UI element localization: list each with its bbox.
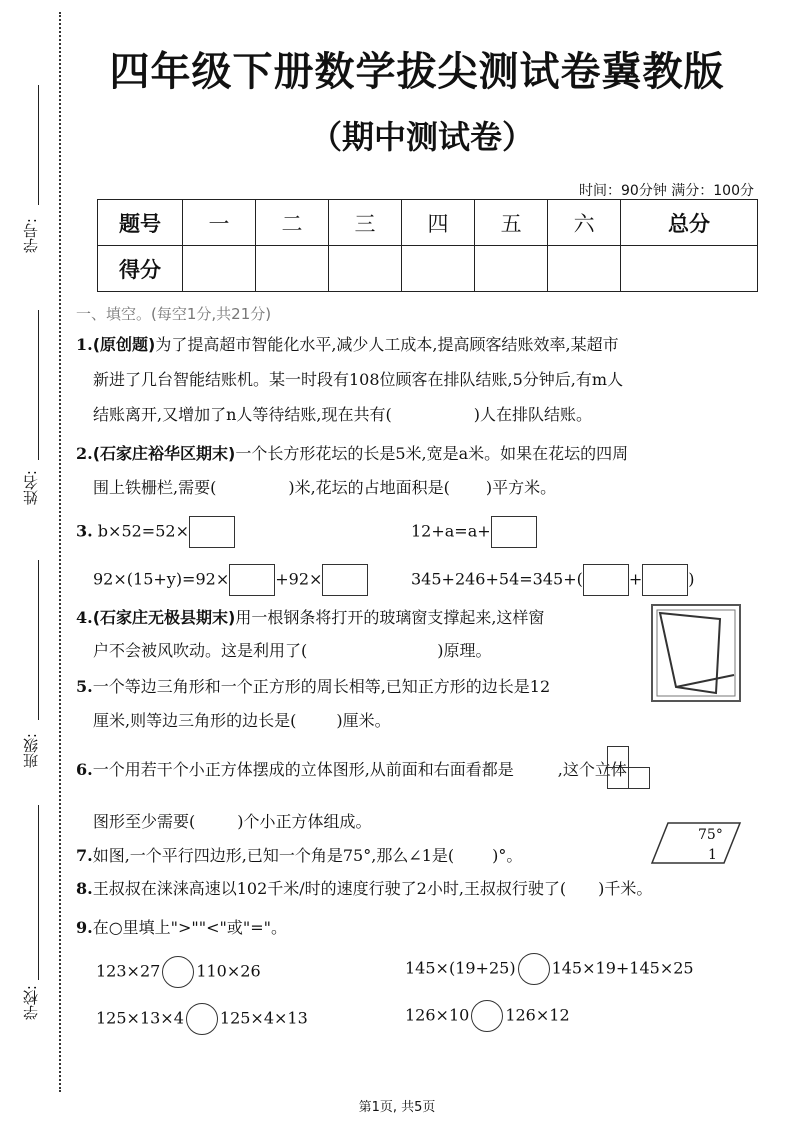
question-5-line1 [76,676,550,698]
question-number: 9. [76,918,93,937]
answer-box[interactable] [642,564,688,596]
table-row-label: 题号 [98,200,183,246]
compare-circle[interactable] [162,956,194,988]
question-source: (原创题) [92,335,156,354]
question-number: 3. [76,521,93,541]
question-text: 一个长方形花坛的长是5米,宽是a米。如果在花坛的四周 [235,444,629,463]
question-text: )原理。 [437,641,492,660]
view-square-bottom-right [628,767,650,789]
compare-row-d [405,1000,570,1032]
time-info: 时间：90分钟 满分：100分 [579,183,754,199]
question-text: 在○里填上">""<"或"="。 [92,918,288,937]
question-6-line2 [93,811,372,833]
class-line [38,560,39,720]
table-cell: 二 [256,200,329,246]
expression-left: 126×10 [405,1005,470,1025]
answer-box[interactable] [322,564,368,596]
school-line [38,805,39,980]
angle-1-label: 1 [708,847,717,863]
table-cell: 一 [183,200,256,246]
question-1-line3 [93,404,592,426]
question-text: 结账离开,又增加了n人等待结账,现在共有( [93,405,392,424]
question-text: 厘米,则等边三角形的边长是( [93,711,297,730]
equation-text: 12+a=a+ [411,521,491,541]
question-text: )厘米。 [336,711,391,730]
name-line [38,310,39,460]
parallelogram-figure [648,819,744,867]
page-title: 四年级下册数学拔尖测试卷冀教版 [109,49,725,95]
question-4-line1 [76,607,544,629]
expression-left: 123×27 [96,961,161,981]
question-source: (石家庄裕华区期末) [92,444,236,463]
compare-row-c [96,1003,308,1035]
question-text: )平方米。 [485,478,557,497]
equation-text: 345+246+54=345+( [411,569,583,589]
student-id-label: 学号: [22,218,40,254]
question-5-line2 [93,710,391,732]
answer-box[interactable] [583,564,629,596]
question-number: 2. [76,444,93,463]
table-cell: 六 [548,200,621,246]
question-text: 新进了几台智能结账机。某一时段有108位顾客在排队结账,5分钟后,有m人 [93,370,624,389]
equation-text: + [628,569,643,589]
question-text: 一个用若干个小正方体摆成的立体图形,从前面和右面看都是 [92,760,514,779]
question-text: 如图,一个平行四边形,已知一个角是75°,那么∠1是( [92,846,455,865]
expression-left: 125×13×4 [96,1008,184,1028]
expression-right: 110×26 [196,961,261,981]
table-cell: 四 [402,200,475,246]
section-heading: 一、填空。(每空1分,共21分) [76,305,272,323]
expression-right: 125×4×13 [219,1008,308,1028]
score-cell[interactable] [402,246,475,292]
question-text: 为了提高超市智能化水平,减少人工成本,提高顾客结账效率,某超市 [155,335,619,354]
question-text: 一个等边三角形和一个正方形的周长相等,已知正方形的边长是12 [92,677,551,696]
question-text: 图形至少需要( [93,812,196,831]
score-cell[interactable] [183,246,256,292]
question-4-line2 [93,640,492,662]
view-square-bottom-left [607,767,629,789]
question-2-line2 [93,477,556,499]
question-number: 4. [76,608,93,627]
class-label: 班级: [22,733,40,769]
question-text: 王叔叔在涞涞高速以102千米/时的速度行驶了2小时,王叔叔行驶了( [92,879,567,898]
equation-text: ) [688,569,695,589]
question-3a [76,516,235,548]
score-cell[interactable] [548,246,621,292]
score-cell[interactable] [475,246,548,292]
question-text: )个小正方体组成。 [237,812,372,831]
question-text: )人在排队结账。 [473,405,592,424]
equation-text: b×52=52× [97,521,189,541]
answer-box[interactable] [491,516,537,548]
question-7 [76,845,522,867]
question-number: 8. [76,879,93,898]
expression-right: 145×19+145×25 [551,958,694,978]
table-cell: 五 [475,200,548,246]
question-text: 用一根钢条将打开的玻璃窗支撑起来,这样窗 [235,608,545,627]
compare-row-b [405,953,694,985]
question-number: 1. [76,335,93,354]
question-number: 6. [76,760,93,779]
score-cell[interactable] [621,246,758,292]
score-cell[interactable] [256,246,329,292]
question-text: )米,花坛的占地面积是( [288,478,450,497]
compare-circle[interactable] [186,1003,218,1035]
question-3d [411,564,695,596]
question-9 [76,917,287,939]
question-source: (石家庄无极县期末) [92,608,236,627]
table-cell: 三 [329,200,402,246]
question-number: 7. [76,846,93,865]
score-table [97,199,758,292]
question-text: )°。 [492,846,523,865]
question-text: ,这个立体 [557,760,627,779]
name-label: 姓名: [22,470,40,506]
equation-text: +92× [275,569,323,589]
page-subtitle: （期中测试卷） [309,118,534,156]
question-1-line1 [76,334,619,356]
compare-circle[interactable] [518,953,550,985]
expression-right: 126×12 [505,1005,570,1025]
table-cell: 总分 [621,200,758,246]
equation-text: 92×(15+y)=92× [93,569,230,589]
binding-dotted-line [59,12,61,1092]
view-square-top [607,746,629,768]
question-text: )千米。 [598,879,653,898]
question-text: 围上铁栅栏,需要( [93,478,217,497]
question-3c [93,564,368,596]
question-text: 户不会被风吹动。这是利用了( [93,641,308,660]
question-6-line1 [76,759,627,781]
question-2-line1 [76,443,628,465]
table-row-label: 得分 [98,246,183,292]
question-8 [76,878,652,900]
expression-left: 145×(19+25) [405,958,516,978]
school-label: 学校: [22,985,40,1021]
angle-75-label: 75° [698,827,723,843]
answer-box[interactable] [189,516,235,548]
compare-row-a [96,956,261,988]
answer-box[interactable] [229,564,275,596]
window-support-figure [650,603,744,705]
question-number: 5. [76,677,93,696]
score-cell[interactable] [329,246,402,292]
compare-circle[interactable] [471,1000,503,1032]
page-footer: 第1页, 共5页 [358,1100,436,1115]
question-3b [411,516,537,548]
